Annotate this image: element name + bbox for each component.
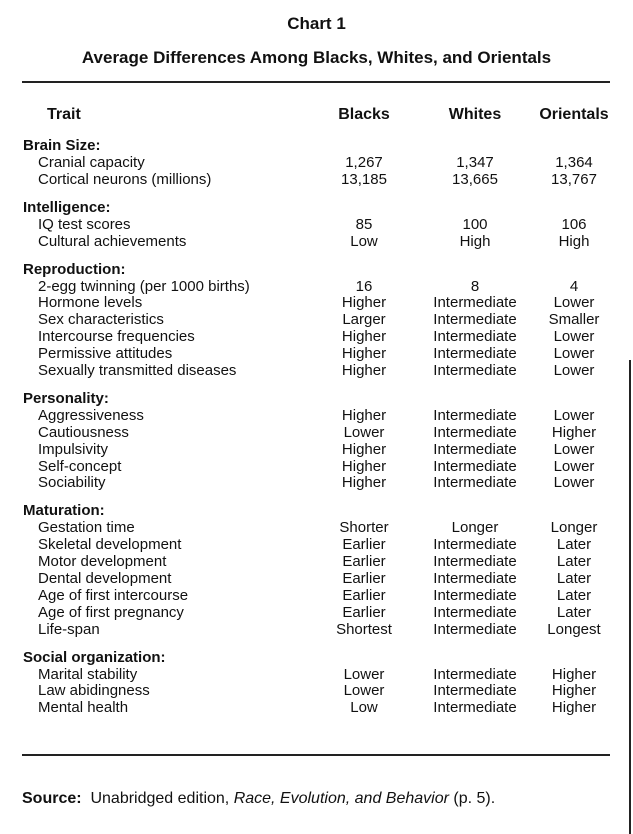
value-orientals: 4 (569, 277, 579, 295)
trait-name: Dental development (38, 570, 172, 588)
value-blacks: Higher (341, 440, 387, 458)
trait-name: Age of first intercourse (38, 586, 189, 604)
trait-name: Cortical neurons (millions) (38, 170, 212, 188)
trait-name: Age of first pregnancy (38, 603, 184, 621)
value-whites: 100 (462, 215, 488, 233)
chart-title: Average Differences Among Blacks, Whites, and Orientals (81, 48, 552, 67)
value-blacks: Earlier (342, 586, 386, 604)
value-whites: Intermediate (433, 603, 517, 621)
value-blacks: 85 (355, 215, 373, 233)
chart-label: Chart 1 (287, 14, 346, 33)
top-rule (22, 81, 610, 83)
value-orientals: 13,767 (551, 170, 597, 188)
value-whites: 8 (470, 277, 480, 295)
value-blacks: Larger (342, 311, 386, 329)
value-whites: Intermediate (433, 682, 517, 700)
trait-name: Impulsivity (38, 440, 109, 458)
table-row (0, 458, 633, 475)
value-orientals: Lower (553, 362, 595, 380)
table-row (0, 604, 633, 621)
trait-name: Sexually transmitted diseases (38, 362, 237, 380)
value-whites: Intermediate (433, 586, 517, 604)
value-orientals: Later (556, 603, 592, 621)
trait-name: Permissive attitudes (38, 345, 173, 363)
table-row (0, 474, 633, 491)
value-whites: Intermediate (433, 423, 517, 441)
table-row (0, 154, 633, 171)
value-orientals: Longest (547, 620, 601, 638)
value-orientals: Later (556, 536, 592, 554)
section-title: Maturation: (23, 502, 105, 520)
column-header-whites: Whites (448, 106, 502, 123)
table-section (0, 502, 633, 637)
value-blacks: Low (350, 699, 378, 717)
value-blacks: Earlier (342, 553, 386, 571)
value-orientals: Later (556, 586, 592, 604)
value-whites: Intermediate (433, 345, 517, 363)
value-whites: Longer (451, 519, 499, 537)
value-orientals: Lower (553, 345, 595, 363)
table-row (0, 362, 633, 379)
value-whites: Intermediate (433, 553, 517, 571)
trait-name: Aggressiveness (38, 406, 144, 424)
table-row (0, 441, 633, 458)
value-orientals: Lower (553, 328, 595, 346)
trait-name: Skeletal development (38, 536, 182, 554)
value-whites: Intermediate (433, 328, 517, 346)
trait-name: Motor development (38, 553, 167, 571)
value-whites: Intermediate (433, 311, 517, 329)
table-section (0, 390, 633, 491)
value-blacks: Shorter (339, 519, 389, 537)
table-row (0, 682, 633, 699)
value-orientals: Later (556, 553, 592, 571)
trait-name: Mental health (38, 699, 129, 717)
table-row (0, 587, 633, 604)
value-orientals: Lower (553, 474, 595, 492)
table-row (0, 666, 633, 683)
value-orientals: Higher (551, 423, 597, 441)
value-whites: Intermediate (433, 362, 517, 380)
section-title: Intelligence: (23, 198, 111, 216)
value-blacks: Lower (343, 423, 385, 441)
trait-name: Cultural achievements (38, 232, 187, 250)
section-title: Social organization: (23, 648, 166, 666)
trait-name: Sex characteristics (38, 311, 164, 329)
value-blacks: Higher (341, 345, 387, 363)
table-row (0, 171, 633, 188)
value-orientals: 106 (561, 215, 587, 233)
trait-name: Gestation time (38, 519, 135, 537)
value-orientals: Later (556, 570, 592, 588)
table-section (0, 649, 633, 717)
table-row (0, 345, 633, 362)
value-blacks: Earlier (342, 536, 386, 554)
value-blacks: Higher (341, 474, 387, 492)
table-section (0, 261, 633, 379)
trait-name: Self-concept (38, 457, 122, 475)
table-row (0, 570, 633, 587)
value-whites: 1,347 (456, 154, 494, 171)
value-whites: Intermediate (433, 620, 517, 638)
trait-table (0, 137, 633, 727)
trait-name: Cranial capacity (38, 154, 145, 171)
value-blacks: Earlier (342, 603, 386, 621)
value-orientals: Higher (551, 665, 597, 683)
value-orientals: Lower (553, 294, 595, 312)
value-orientals: Higher (551, 682, 597, 700)
value-blacks: Higher (341, 406, 387, 424)
value-blacks: Higher (341, 362, 387, 380)
value-whites: 13,665 (452, 170, 498, 188)
value-blacks: 16 (355, 277, 373, 295)
trait-name: IQ test scores (38, 215, 131, 233)
source-page: (p. 5). (453, 790, 496, 807)
value-orientals: Higher (551, 699, 597, 717)
value-orientals: Lower (553, 440, 595, 458)
trait-name: Law abidingness (38, 682, 150, 700)
value-whites: Intermediate (433, 536, 517, 554)
value-orientals: High (558, 232, 590, 250)
table-row (0, 328, 633, 345)
table-row (0, 278, 633, 295)
value-blacks: 13,185 (341, 170, 387, 188)
section-title: Personality: (23, 389, 109, 407)
trait-name: Sociability (38, 474, 106, 492)
value-whites: High (459, 232, 491, 250)
trait-name: Marital stability (38, 665, 138, 683)
table-section (0, 137, 633, 188)
column-header-blacks: Blacks (338, 106, 390, 123)
value-whites: Intermediate (433, 665, 517, 683)
table-row (0, 699, 633, 716)
value-orientals: Smaller (548, 311, 600, 329)
trait-name: Life-span (38, 620, 100, 638)
value-blacks: Earlier (342, 570, 386, 588)
value-blacks: Higher (341, 328, 387, 346)
value-blacks: 1,267 (345, 154, 383, 171)
value-orientals: 1,364 (555, 154, 593, 171)
trait-name: 2-egg twinning (per 1000 births) (38, 277, 250, 295)
value-whites: Intermediate (433, 440, 517, 458)
value-orientals: Lower (553, 406, 595, 424)
value-whites: Intermediate (433, 294, 517, 312)
source-note (22, 790, 495, 808)
source-label: Source: (22, 790, 82, 807)
column-header-orientals: Orientals (539, 106, 609, 123)
value-orientals: Longer (550, 519, 598, 537)
value-orientals: Lower (553, 457, 595, 475)
trait-name: Hormone levels (38, 294, 143, 312)
source-text: Unabridged edition, (90, 790, 230, 807)
value-blacks: Lower (343, 682, 385, 700)
table-row (0, 294, 633, 311)
table-row (0, 424, 633, 441)
table-row (0, 536, 633, 553)
table-section (0, 199, 633, 250)
table-row (0, 553, 633, 570)
table-row (0, 519, 633, 536)
value-blacks: Higher (341, 294, 387, 312)
trait-name: Intercourse frequencies (38, 328, 195, 346)
section-title: Brain Size: (23, 137, 101, 154)
value-whites: Intermediate (433, 570, 517, 588)
trait-name: Cautiousness (38, 423, 129, 441)
table-row (0, 233, 633, 250)
column-header-trait: Trait (47, 106, 81, 123)
value-whites: Intermediate (433, 457, 517, 475)
value-whites: Intermediate (433, 406, 517, 424)
value-whites: Intermediate (433, 699, 517, 717)
table-row (0, 311, 633, 328)
value-blacks: Shortest (336, 620, 392, 638)
value-blacks: Higher (341, 457, 387, 475)
bottom-rule (22, 754, 610, 756)
source-book-title: Race, Evolution, and Behavior (233, 790, 449, 807)
value-blacks: Lower (343, 665, 385, 683)
value-blacks: Low (350, 232, 378, 250)
table-row (0, 216, 633, 233)
section-title: Reproduction: (23, 260, 126, 278)
table-row (0, 621, 633, 638)
value-whites: Intermediate (433, 474, 517, 492)
table-row (0, 407, 633, 424)
